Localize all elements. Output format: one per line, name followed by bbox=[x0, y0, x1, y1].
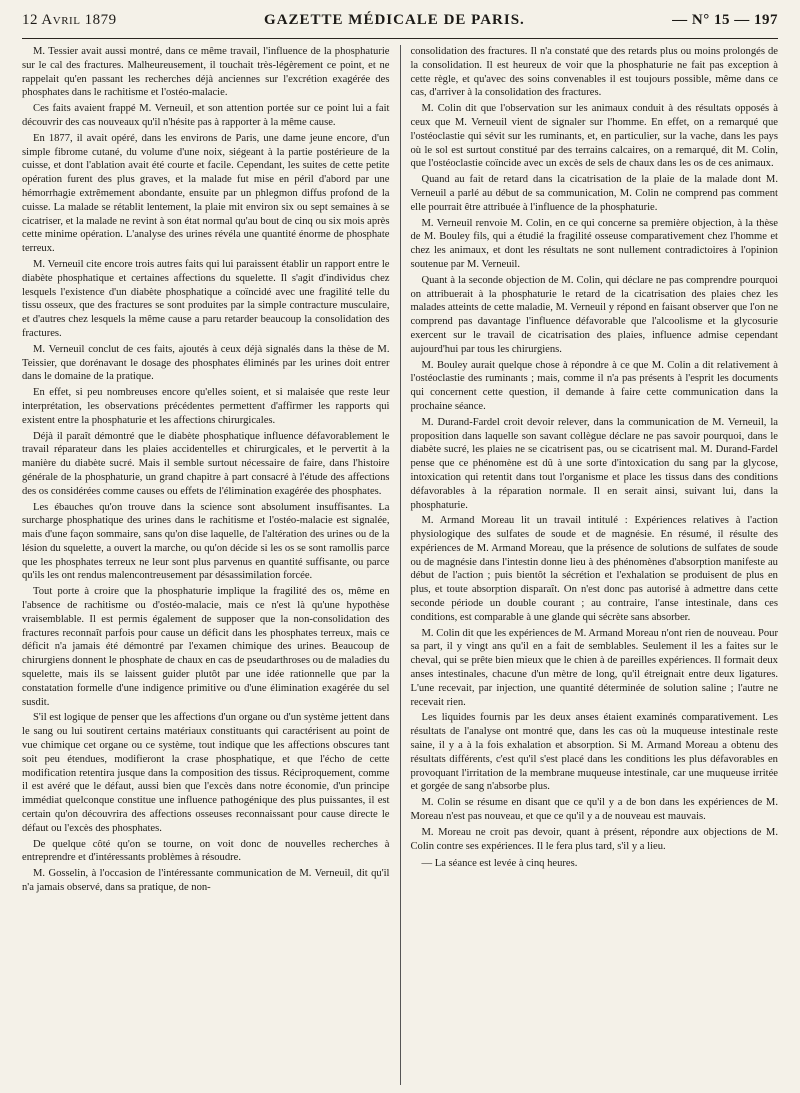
right-column bbox=[410, 45, 778, 1085]
paragraph: M. Verneuil renvoie M. Colin, en ce qui concerne sa première objection, à la thèse de M. Bouley fils, qui a étudié la fragilité osseuse comparativement chez l'homme et chez les animaux, et dont les résultats ne sont nullement contradictoires à l'opinion soutenue par M. Verneuil. bbox=[410, 217, 778, 270]
paragraph: M. Gosselin, à l'occasion de l'intéressante communication de M. Verneuil, dit qu'il n'a jamais observé, dans sa pratique, de non- bbox=[22, 868, 390, 894]
paragraph: Quant à la seconde objection de M. Colin, qui déclare ne pas comprendre pourquoi on attribuerait à la phosphaturie le retard de la cicatrisation des plaies chez les malades atteints de cette maladie, M. Verneuil y répond en faisant observer que l'on ne comprend pas davantage l'influence défavorable que l'alcoolisme et la glycosurie exercent sur le travail de cicatrisation des plaies, influence admise cependant aujourd'hui par tous les chirurgiens. bbox=[410, 274, 778, 355]
paragraph: De quelque côté qu'on se tourne, on voit donc de nouvelles recherches à entreprendre et d'intéressants problèmes à résoudre. bbox=[22, 838, 390, 864]
page-header bbox=[22, 12, 778, 39]
paragraph: Les liquides fournis par les deux anses étaient examinés comparativement. Les résultats de l'analyse ont montré que, dans les cas où la muqueuse intestinale reste saine, il y a à la fois exhalation et absorption. Si M. Armand Moreau a obtenu des résultats différents, c'est qu'il s'est placé dans les conditions les plus défavorables en provoquant l'irritation de la membrane muqueuse intestinale, car une muqueuse irritée et gorgée de sang n'absorbe plus. bbox=[410, 712, 778, 793]
paragraph: S'il est logique de penser que les affections d'un organe ou d'un système jettent dans le sang ou lui soutirent certains matériaux constituants qui caractérisent au point de vue chimique cet organe ou ce système, tout indique que les affections obscures tant soit peu étendues, modifieront la crase phosphatique, et que l'écho de cette modification retentira jusque dans la composition des tissus. Réciproquement, comme il est avéré que le défaut, aussi bien que l'excès dans notre économie, d'un principe immédiat quelconque constitue une influence pathogénique des plus puissantes, il est certain qu'on découvrira des affections osseuses reconnaissant pour cause directe le défaut ou l'excès des phosphates. bbox=[22, 712, 390, 834]
paragraph: M. Durand-Fardel croit devoir relever, dans la communication de M. Verneuil, la proposition dans laquelle son savant collègue déclare ne pas savoir pourquoi, dans le diabète sucré, les plaies ne se cicatrisent pas, ou se cicatrisent mal. M. Durand-Fardel pense que ce phénomène est dû à une sorte d'intoxication du sang par la glycose, intoxication qui retentit dans tout l'organisme et place les tissus dans des conditions défavorables à la réparation normale. Il en serait ainsi, suivant lui, dans la phosphaturie. bbox=[410, 416, 778, 511]
paragraph: M. Verneuil conclut de ces faits, ajoutés à ceux déjà signalés dans la thèse de M. Teissier, que dorénavant le dosage des phosphates éliminés par les urines doit entrer dans le domaine de la pratique. bbox=[22, 343, 390, 383]
paragraph: Déjà il paraît démontré que le diabète phosphatique influence défavorablement le travail réparateur dans les plaies accidentelles et chirurgicales, et le pervertit à la manière du diabète sucré. Mais il semble surtout nécessaire de faire, dans l'histoire générale de la phosphaturie, un grand chapitre à part consacré à l'étude des affections des os considérées comme causes ou effets de l'élimination exagérée des phosphates. bbox=[22, 430, 390, 497]
paragraph: M. Verneuil cite encore trois autres faits qui lui paraissent établir un rapport entre le diabète phosphatique et certaines affections du squelette. Il s'agit d'individus chez lesquels l'existence d'un diabète phosphatique a coïncidé avec une fragilité telle du tissu osseux, que des fractures se sont produites par la simple contracture musculaire, et d'autres chez lesquels la même cause a paru retarder beaucoup la consolidation des fractures. bbox=[22, 258, 390, 339]
paragraph: M. Colin dit que les expériences de M. Armand Moreau n'ont rien de nouveau. Pour sa part, il y vingt ans qu'il en a fait de semblables. Seulement il les a faites sur le cheval, qui se prête bien mieux que le chien à de pareilles expériences. Il formait deux anses intestinales, chacune d'un mètre de long, qu'il étreignait entre deux ligatures. L'une recevait, par injection, une quantité déterminée de solution saline ; l'autre ne recevait rien. bbox=[410, 627, 778, 708]
issue-page-number: — N° 15 — 197 bbox=[672, 12, 778, 28]
paragraph: consolidation des fractures. Il n'a constaté que des retards plus ou moins prolongés de la consolidation. Il est heureux de voir que la phosphaturie ne fait pas exception à cette règle, et qu'avec des soins convenables il est toujours possible, même dans ce cas, d'arriver à la consolidation des fractures. bbox=[410, 46, 778, 99]
paragraph: Ces faits avaient frappé M. Verneuil, et son attention portée sur ce point lui a fait découvrir des cas nouveaux qu'il n'hésite pas à rapporter à la même cause. bbox=[22, 103, 390, 128]
paragraph: M. Moreau ne croit pas devoir, quant à présent, répondre aux objections de M. Colin contre ses expériences. Il le fera plus tard, s'il y a lieu. bbox=[410, 826, 778, 852]
article-columns bbox=[22, 45, 778, 1085]
paragraph: M. Armand Moreau lit un travail intitulé : Expériences relatives à l'action physiologique des sulfates de soude et de magnésie. En résumé, il résulte des expériences de M. Armand Moreau, que la présence de solutions de sulfates de soude ou de magnésie dans l'intestin donne lieu à des phénomènes d'absorption manifeste au début de l'action ; puis bientôt la sécrétion et l'exhalation se produisent de plus en plus, et toute absorption disparaît. On n'est donc pas autorisé à admettre dans cette seconde période un double courant ; au contraire, l'anse intestinale, dans ces conditions, est comparable à une glande qui sécrète sans absorber. bbox=[410, 515, 778, 623]
paragraph: Tout porte à croire que la phosphaturie implique la fragilité des os, même en l'absence de rachitisme ou d'ostéo-malacie, mais ce n'est là qu'une hypothèse vraisemblable. Il est permis également de supposer que la non-consolidation des fractures reconnaît parfois pour cause un déficit dans les phosphates terreux, mais ce déficit n'a jamais été démontré par l'examen chimique des urines. Beaucoup de chirurgiens donnent le phosphate de chaux en cas de pseudarthroses ou de maladies du squelette, mais ils se laissent guider plutôt par une idée rationnelle que par la constatation formelle d'une indigence primitive ou d'une élimination exagérée du sel susdit. bbox=[22, 586, 390, 708]
paragraph: En effet, si peu nombreuses encore qu'elles soient, et si malaisée que reste leur interprétation, les observations précédentes permettent d'affirmer les rapports qui existent entre la phosphaturie et les affections chirurgicales. bbox=[22, 387, 390, 426]
left-column bbox=[22, 45, 390, 1085]
column-divider bbox=[400, 45, 401, 1085]
journal-title: GAZETTE MÉDICALE DE PARIS. bbox=[264, 12, 525, 28]
paragraph: M. Colin se résume en disant que ce qu'il y a de bon dans les expériences de M. Moreau n'est pas nouveau, et que ce qu'il y a de nouveau est mauvais. bbox=[410, 797, 778, 823]
paragraph: M. Bouley aurait quelque chose à répondre à ce que M. Colin a dit relativement à l'ostéoclastie des ruminants ; mais, comme il n'a pas présents à l'esprit les documents qui concernent cette question, il demande à faire cette communication dans la prochaine séance. bbox=[410, 359, 778, 412]
issue-date: 12 Avril 1879 bbox=[22, 12, 117, 28]
paragraph: Les ébauches qu'on trouve dans la science sont absolument insuffisantes. La surcharge phosphatique des urines dans le rachitisme et l'ostéo-malacie est signalée, mais d'une façon sommaire, sans qu'on dise laquelle, de l'altération des urines ou de la lésion du squelette, a ouvert la marche, ou qu'on décide si les os se sont ramollis parce que les phosphates terreux ne leur sont plus parvenus en quantité suffisante, ou parce qu'ils les ont rendus malencontreusement par désassimilation forcée. bbox=[22, 501, 390, 582]
paragraph: Quand au fait de retard dans la cicatrisation de la plaie de la malade dont M. Verneuil a parlé au début de sa communication, M. Colin ne comprend pas comment elle pourrait être attribuée à l'influence de la phosphaturie. bbox=[410, 174, 778, 213]
paragraph: En 1877, il avait opéré, dans les environs de Paris, une dame jeune encore, d'un simple fibrome cutané, du volume d'une noix, siégeant à la partie postérieure de la cuisse, et dont l'ablation avait été courte et facile. Cependant, les suites de cette petite opération furent des plus graves, et la malade fut mise en péril d'abord par une hémorrhagie extrêmement abondante, ensuite par un phlegmon diffus profond de la cuisse. La malade se rétablit lentement, la plaie mit environ six ou sept semaines à se cicatriser, et la malade ne revint à son état normal qu'au bout de cinq ou six mois après cette minime opération. L'analyse des urines révéla une quantité énorme de phosphate terreux. bbox=[22, 132, 390, 255]
session-closing-line: — La séance est levée à cinq heures. bbox=[421, 858, 578, 870]
paragraph: M. Colin dit que l'observation sur les animaux conduit à des résultats opposés à ceux que M. Verneuil vient de signaler sur l'homme. En effet, on a remarqué que l'ostéoclastie qui sévit sur les ruminants, et, en particulier, sur la vache, dans les pays où le sol est surtout constitué par des terrains calcaires, on a remarqué, dit M. Colin, que l'ostéoclastie coïncide avec un excès de sels de chaux dans les os de ces animaux. bbox=[410, 103, 778, 170]
paragraph: M. Tessier avait aussi montré, dans ce même travail, l'influence de la phosphaturie sur le cal des fractures. Malheureusement, il touchait très-légèrement ce point, et ne rappelait qu'en passant les recherches déjà anciennes sur l'excrétion exagérée des phosphates dans le rachitisme et l'ostéo-malacie. bbox=[22, 46, 390, 99]
